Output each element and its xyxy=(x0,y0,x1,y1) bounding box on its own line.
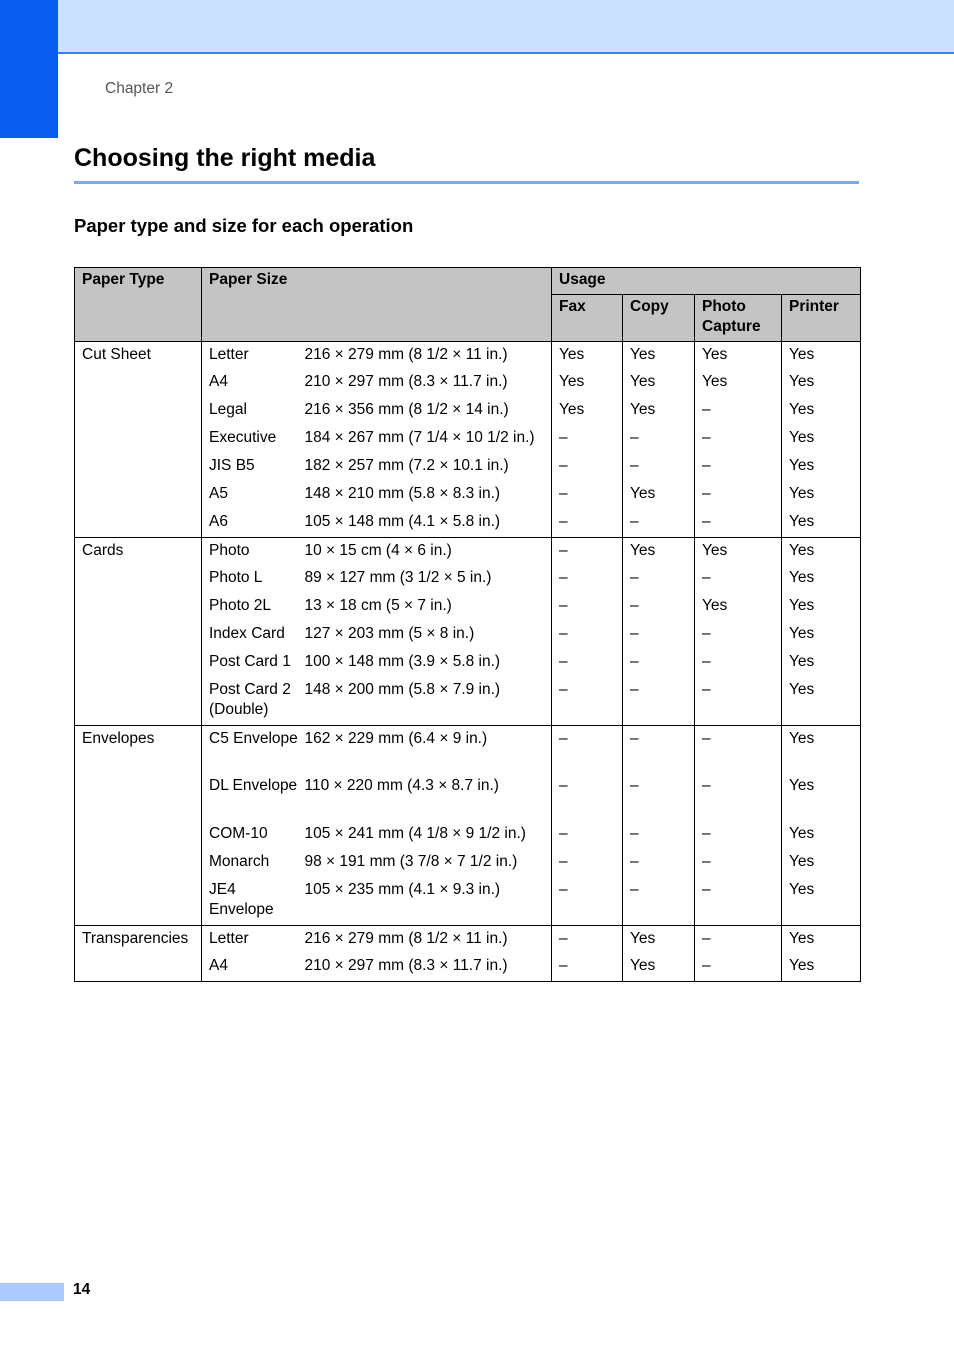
printer-cell: Yes xyxy=(782,622,861,650)
printer-cell: Yes xyxy=(782,774,861,822)
paper-size-name: Index Card xyxy=(202,622,305,650)
fax-cell: Yes xyxy=(552,370,623,398)
paper-size-dimensions: 162 × 229 mm (6.4 × 9 in.) xyxy=(305,726,552,774)
photo-capture-cell: – xyxy=(695,926,782,954)
copy-cell: – xyxy=(623,650,695,678)
header-copy: Copy xyxy=(623,295,695,342)
paper-size-dimensions: 105 × 148 mm (4.1 × 5.8 in.) xyxy=(305,510,552,538)
fax-cell: – xyxy=(552,510,623,538)
photo-capture-cell: – xyxy=(695,650,782,678)
copy-cell: Yes xyxy=(623,398,695,426)
page-number: 14 xyxy=(73,1281,91,1298)
page-title: Choosing the right media xyxy=(74,144,376,172)
copy-cell: – xyxy=(623,426,695,454)
paper-size-dimensions: 105 × 241 mm (4 1/8 × 9 1/2 in.) xyxy=(305,822,552,850)
fax-cell: – xyxy=(552,426,623,454)
paper-size-name: Photo xyxy=(202,538,305,566)
paper-type-cell: Envelopes xyxy=(75,726,202,926)
copy-cell: – xyxy=(623,622,695,650)
photo-capture-cell: – xyxy=(695,726,782,774)
paper-size-dimensions: 182 × 257 mm (7.2 × 10.1 in.) xyxy=(305,454,552,482)
section-title: Paper type and size for each operation xyxy=(74,215,414,236)
paper-size-dimensions: 216 × 279 mm (8 1/2 × 11 in.) xyxy=(305,926,552,954)
fax-cell: Yes xyxy=(552,398,623,426)
copy-cell: Yes xyxy=(623,926,695,954)
paper-type-cell: Cut Sheet xyxy=(75,342,202,538)
copy-cell: – xyxy=(623,594,695,622)
printer-cell: Yes xyxy=(782,850,861,878)
title-rule xyxy=(74,181,859,184)
paper-size-name: Legal xyxy=(202,398,305,426)
paper-size-dimensions: 127 × 203 mm (5 × 8 in.) xyxy=(305,622,552,650)
fax-cell: – xyxy=(552,850,623,878)
fax-cell: – xyxy=(552,822,623,850)
copy-cell: – xyxy=(623,566,695,594)
printer-cell: Yes xyxy=(782,926,861,954)
printer-cell: Yes xyxy=(782,370,861,398)
copy-cell: – xyxy=(623,510,695,538)
paper-size-dimensions: 184 × 267 mm (7 1/4 × 10 1/2 in.) xyxy=(305,426,552,454)
photo-capture-cell: – xyxy=(695,482,782,510)
paper-size-dimensions: 10 × 15 cm (4 × 6 in.) xyxy=(305,538,552,566)
copy-cell: Yes xyxy=(623,954,695,982)
paper-size-name: COM-10 xyxy=(202,822,305,850)
paper-size-name: DL Envelope xyxy=(202,774,305,822)
paper-size-dimensions: 148 × 210 mm (5.8 × 8.3 in.) xyxy=(305,482,552,510)
header-printer: Printer xyxy=(782,295,861,342)
fax-cell: – xyxy=(552,566,623,594)
chapter-tab xyxy=(0,0,58,138)
copy-cell: – xyxy=(623,726,695,774)
paper-type-cell: Cards xyxy=(75,538,202,726)
table-row xyxy=(75,926,861,954)
photo-capture-cell: – xyxy=(695,678,782,726)
paper-size-name: Monarch xyxy=(202,850,305,878)
copy-cell: Yes xyxy=(623,538,695,566)
photo-capture-cell: – xyxy=(695,954,782,982)
printer-cell: Yes xyxy=(782,454,861,482)
paper-type-size-table xyxy=(74,267,861,982)
fax-cell: – xyxy=(552,622,623,650)
paper-size-dimensions: 110 × 220 mm (4.3 × 8.7 in.) xyxy=(305,774,552,822)
paper-size-name: Letter xyxy=(202,342,305,370)
printer-cell: Yes xyxy=(782,566,861,594)
paper-size-dimensions: 105 × 235 mm (4.1 × 9.3 in.) xyxy=(305,878,552,926)
paper-size-dimensions: 210 × 297 mm (8.3 × 11.7 in.) xyxy=(305,954,552,982)
paper-size-name: A5 xyxy=(202,482,305,510)
paper-size-dimensions: 13 × 18 cm (5 × 7 in.) xyxy=(305,594,552,622)
fax-cell: – xyxy=(552,774,623,822)
header-paper-type: Paper Type xyxy=(75,268,202,342)
printer-cell: Yes xyxy=(782,726,861,774)
copy-cell: – xyxy=(623,850,695,878)
table-row xyxy=(75,726,861,774)
copy-cell: – xyxy=(623,878,695,926)
copy-cell: Yes xyxy=(623,370,695,398)
photo-capture-cell: – xyxy=(695,822,782,850)
copy-cell: – xyxy=(623,774,695,822)
photo-capture-cell: – xyxy=(695,566,782,594)
printer-cell: Yes xyxy=(782,482,861,510)
fax-cell: Yes xyxy=(552,342,623,370)
fax-cell: – xyxy=(552,482,623,510)
paper-size-dimensions: 89 × 127 mm (3 1/2 × 5 in.) xyxy=(305,566,552,594)
photo-capture-cell: – xyxy=(695,878,782,926)
table-body xyxy=(75,342,861,982)
printer-cell: Yes xyxy=(782,426,861,454)
paper-size-name: A4 xyxy=(202,370,305,398)
printer-cell: Yes xyxy=(782,398,861,426)
paper-size-name: JIS B5 xyxy=(202,454,305,482)
photo-capture-cell: – xyxy=(695,398,782,426)
paper-size-name: Post Card 2 (Double) xyxy=(202,678,305,726)
paper-size-name: JE4 Envelope xyxy=(202,878,305,926)
printer-cell: Yes xyxy=(782,822,861,850)
printer-cell: Yes xyxy=(782,878,861,926)
paper-size-name: C5 Envelope xyxy=(202,726,305,774)
fax-cell: – xyxy=(552,726,623,774)
header-photo-capture: Photo Capture xyxy=(695,295,782,342)
fax-cell: – xyxy=(552,926,623,954)
printer-cell: Yes xyxy=(782,650,861,678)
paper-type-cell: Transparencies xyxy=(75,926,202,982)
printer-cell: Yes xyxy=(782,954,861,982)
paper-size-name: A6 xyxy=(202,510,305,538)
paper-size-dimensions: 210 × 297 mm (8.3 × 11.7 in.) xyxy=(305,370,552,398)
photo-capture-cell: Yes xyxy=(695,538,782,566)
fax-cell: – xyxy=(552,454,623,482)
paper-size-dimensions: 148 × 200 mm (5.8 × 7.9 in.) xyxy=(305,678,552,726)
copy-cell: Yes xyxy=(623,342,695,370)
paper-size-dimensions: 216 × 356 mm (8 1/2 × 14 in.) xyxy=(305,398,552,426)
fax-cell: – xyxy=(552,594,623,622)
copy-cell: – xyxy=(623,678,695,726)
photo-capture-cell: – xyxy=(695,510,782,538)
photo-capture-cell: – xyxy=(695,774,782,822)
paper-size-name: Executive xyxy=(202,426,305,454)
photo-capture-cell: – xyxy=(695,850,782,878)
header-usage: Usage xyxy=(552,268,861,295)
fax-cell: – xyxy=(552,878,623,926)
paper-size-name: Photo 2L xyxy=(202,594,305,622)
header-fax: Fax xyxy=(552,295,623,342)
fax-cell: – xyxy=(552,954,623,982)
printer-cell: Yes xyxy=(782,538,861,566)
footer-bar xyxy=(0,1283,64,1301)
photo-capture-cell: – xyxy=(695,622,782,650)
fax-cell: – xyxy=(552,538,623,566)
header-paper-size: Paper Size xyxy=(202,268,552,342)
photo-capture-cell: – xyxy=(695,454,782,482)
chapter-label: Chapter 2 xyxy=(105,80,174,97)
copy-cell: – xyxy=(623,454,695,482)
photo-capture-cell: Yes xyxy=(695,594,782,622)
table-row xyxy=(75,342,861,370)
table-row xyxy=(75,538,861,566)
fax-cell: – xyxy=(552,678,623,726)
paper-size-name: Letter xyxy=(202,926,305,954)
paper-size-name: Post Card 1 xyxy=(202,650,305,678)
paper-size-dimensions: 98 × 191 mm (3 7/8 × 7 1/2 in.) xyxy=(305,850,552,878)
photo-capture-cell: Yes xyxy=(695,370,782,398)
printer-cell: Yes xyxy=(782,594,861,622)
paper-size-name: Photo L xyxy=(202,566,305,594)
paper-size-dimensions: 100 × 148 mm (3.9 × 5.8 in.) xyxy=(305,650,552,678)
paper-size-name: A4 xyxy=(202,954,305,982)
copy-cell: Yes xyxy=(623,482,695,510)
printer-cell: Yes xyxy=(782,342,861,370)
paper-size-dimensions: 216 × 279 mm (8 1/2 × 11 in.) xyxy=(305,342,552,370)
header-band xyxy=(0,0,954,54)
fax-cell: – xyxy=(552,650,623,678)
printer-cell: Yes xyxy=(782,678,861,726)
photo-capture-cell: Yes xyxy=(695,342,782,370)
printer-cell: Yes xyxy=(782,510,861,538)
copy-cell: – xyxy=(623,822,695,850)
photo-capture-cell: – xyxy=(695,426,782,454)
